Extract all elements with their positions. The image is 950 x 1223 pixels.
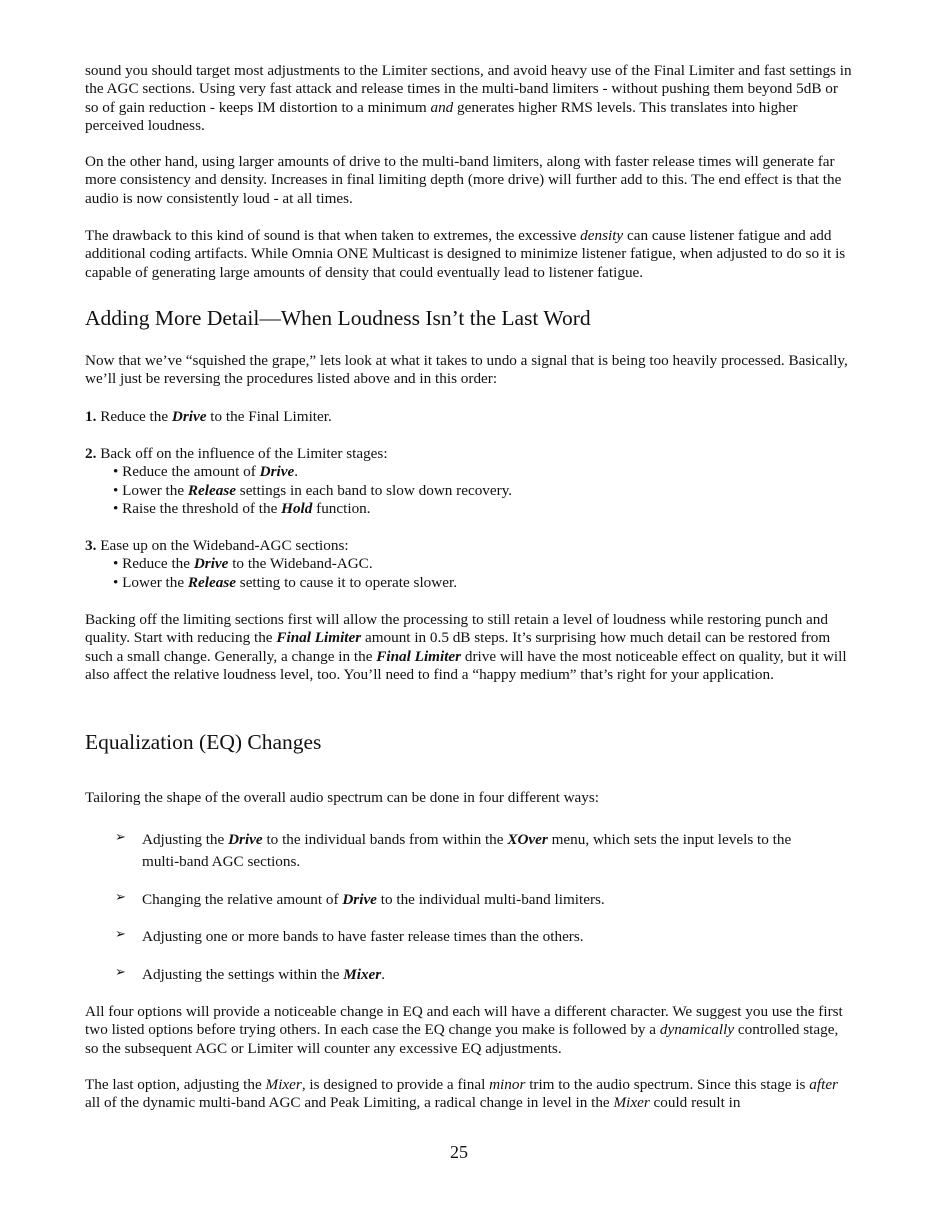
- text-run: • Reduce the amount of: [113, 463, 260, 481]
- step-2-item: [85, 463, 855, 481]
- step-number: 3.: [85, 537, 97, 554]
- text-run: • Lower the: [113, 573, 188, 591]
- step-3-item: [85, 555, 855, 573]
- paragraph-squished-grape: Now that we’ve “squished the grape,” lets look at what it takes to undo a signal that is being too heavily processed. Basically, we’ll just be reversing the procedures listed above and in this order:: [85, 352, 848, 388]
- arrow-bullet-icon: ➢: [115, 830, 126, 845]
- section-heading-adding-detail: Adding More Detail—When Loudness Isn’t the Last Word: [85, 306, 591, 330]
- step-3: [85, 537, 855, 592]
- arrow-bullet-icon: ➢: [115, 964, 126, 980]
- list-item: [115, 889, 815, 911]
- text-run: could result in: [649, 1094, 741, 1112]
- text-run: • Lower the: [113, 481, 188, 499]
- text-run: amount in 0.5 dB steps. It’s surprising how much detail can be restored from such a small change. Generally, a change in the: [85, 629, 831, 665]
- text-run: drive will have the most noticeable effect on quality, but it will also affect the relative loudness level, too. You’ll need to find a “happy medium” that’s right for your application.: [85, 647, 847, 684]
- text-run: The drawback to this kind of sound is that when taken to extremes, the excessive: [85, 227, 581, 244]
- text-run: to the individual bands from within the: [262, 831, 508, 848]
- emphasis-xover: XOver: [507, 831, 548, 848]
- text-run: can cause listener fatigue and add additional coding artifacts. While Omnia ONE Multicast is designed to minimize listener fatigue, when adjusted to do so it is capable of generating large amounts of density that could eventually lead to listener fatigue.: [85, 227, 846, 281]
- step-2-item: [85, 482, 855, 500]
- paragraph-density: On the other hand, using larger amounts of drive to the multi-band limiters, along with faster release times will generate far more consistency and density. Increases in final limiting depth (more drive) will further add to this. The end effect is that the audio is now consistently loud - at all times.: [85, 153, 842, 207]
- text-run: .: [381, 965, 385, 983]
- step-2-item: [85, 500, 855, 518]
- step-number: 2.: [85, 445, 97, 462]
- list-item-text: [142, 964, 815, 986]
- text-run: all of the dynamic multi-band AGC and Peak Limiting, a radical change in level in the: [85, 1094, 614, 1112]
- text-run: Reduce the: [96, 408, 172, 425]
- text-run: trim to the audio spectrum. Since this stage is: [525, 1076, 810, 1093]
- text-run: sound you should target most adjustments to the Limiter sections, and avoid heavy use of the Final Limiter and fast settings in the AGC sections. Using very fast attack and release times in the multi-band limiters - without pushing them beyond 5dB or so of gain reduction - keeps IM distortion to a minimum: [85, 62, 852, 116]
- step-3-line: [85, 537, 855, 555]
- page-number: 25: [450, 1142, 468, 1162]
- emphasis-dynamically: dynamically: [659, 1021, 735, 1039]
- emphasis-drive: Drive: [342, 890, 377, 908]
- list-item: [115, 964, 815, 986]
- emphasis-minor: minor: [489, 1076, 526, 1093]
- text-run: generates higher RMS levels. This translates into higher perceived loudness.: [85, 98, 798, 135]
- text-run: menu, which sets the input levels to the multi-band AGC sections.: [142, 831, 792, 870]
- text-run: settings in each band to slow down recovery.: [235, 481, 513, 499]
- list-item-text: [142, 829, 815, 873]
- step-1: [85, 408, 855, 426]
- emphasis-release: Release: [187, 481, 236, 499]
- text-run: controlled stage, so the subsequent AGC or Limiter will counter any excessive EQ adjustments.: [85, 1021, 839, 1057]
- emphasis-mixer: Mixer: [265, 1076, 302, 1093]
- list-item-text: Adjusting one or more bands to have faster release times than the others.: [142, 928, 584, 945]
- paragraph-loudness-intro: [85, 62, 855, 136]
- section-heading-eq-changes: Equalization (EQ) Changes: [85, 730, 322, 754]
- emphasis-drive: Drive: [171, 408, 207, 425]
- step-3-item: [85, 574, 855, 592]
- text-run: .: [294, 463, 298, 481]
- text-run: • Reduce the: [113, 555, 194, 573]
- emphasis-hold: Hold: [281, 500, 313, 518]
- emphasis-mixer: Mixer: [343, 965, 382, 983]
- text-run: Changing the relative amount of: [142, 890, 343, 908]
- list-item: [115, 926, 815, 948]
- step-number: 1.: [85, 408, 97, 425]
- list-item-text: [142, 889, 815, 911]
- text-run: • Raise the threshold of the: [113, 500, 282, 518]
- emphasis-release: Release: [187, 573, 236, 591]
- emphasis-mixer: Mixer: [613, 1094, 650, 1112]
- text-run: function.: [312, 500, 371, 518]
- text-run: Adjusting the: [142, 831, 229, 848]
- step-2: [85, 445, 855, 519]
- paragraph-last-option: [85, 1076, 855, 1113]
- emphasis-and: and: [430, 98, 454, 116]
- text-run: to the Final Limiter.: [206, 408, 332, 425]
- step-2-line: [85, 445, 855, 463]
- text-run: , is designed to provide a final: [301, 1076, 490, 1093]
- emphasis-drive: Drive: [259, 463, 295, 481]
- arrow-bullet-icon: ➢: [115, 927, 126, 942]
- emphasis-final-limiter: Final Limiter: [376, 647, 462, 665]
- text-run: The last option, adjusting the: [85, 1076, 266, 1093]
- emphasis-drive: Drive: [228, 831, 263, 848]
- text-run: All four options will provide a noticeable change in EQ and each will have a different character. We suggest you use the first two listed options before trying others. In each case the EQ change you make is followed by a: [85, 1003, 843, 1039]
- text-run: to the Wideband-AGC.: [228, 555, 373, 573]
- text-run: Ease up on the Wideband-AGC sections:: [96, 537, 349, 554]
- text-run: to the individual multi-band limiters.: [376, 890, 605, 908]
- emphasis-after: after: [809, 1076, 838, 1093]
- list-item: [115, 829, 815, 873]
- text-run: setting to cause it to operate slower.: [235, 573, 457, 591]
- text-run: Adjusting the settings within the: [142, 965, 344, 983]
- paragraph-backing-off: [85, 611, 855, 685]
- emphasis-drive: Drive: [193, 555, 229, 573]
- eq-options-list: [115, 829, 815, 1001]
- arrow-bullet-icon: ➢: [115, 889, 126, 905]
- paragraph-four-options: [85, 1003, 855, 1058]
- paragraph-eq-intro: Tailoring the shape of the overall audio spectrum can be done in four different ways:: [85, 789, 600, 806]
- emphasis-density: density: [580, 227, 624, 244]
- paragraph-drawback: [85, 227, 855, 282]
- text-run: Backing off the limiting sections first will allow the processing to still retain a level of loudness while restoring punch and quality. Start with reducing the: [85, 611, 828, 647]
- emphasis-final-limiter: Final Limiter: [276, 629, 362, 647]
- text-run: Back off on the influence of the Limiter stages:: [96, 445, 388, 462]
